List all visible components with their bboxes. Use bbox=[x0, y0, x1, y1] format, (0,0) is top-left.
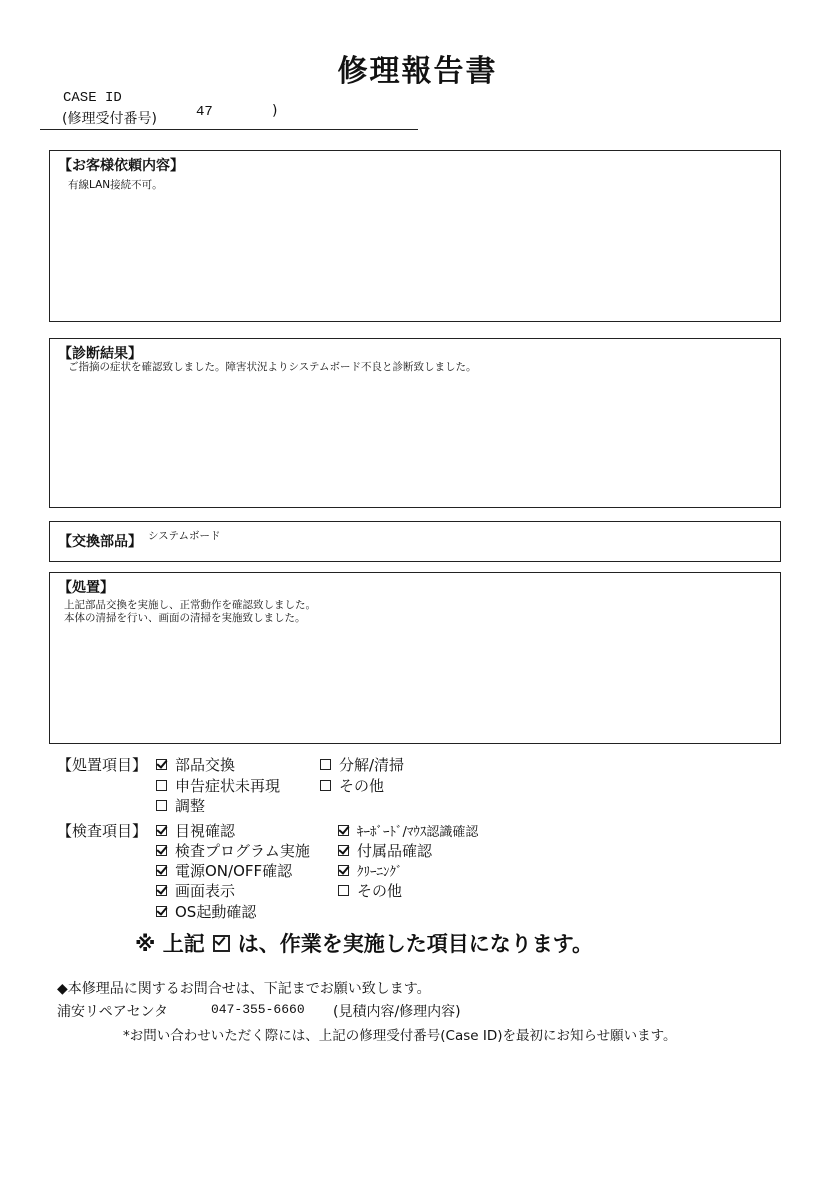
inspection-item: 電源ON/OFF確認 bbox=[156, 860, 292, 881]
treatment-item: 調整 bbox=[156, 795, 205, 816]
checkbox-checked-icon bbox=[156, 906, 167, 917]
case-id-underline bbox=[40, 129, 418, 130]
checkbox-empty-icon bbox=[320, 780, 331, 791]
checkbox-checked-icon bbox=[338, 825, 349, 836]
treatment-item: 部品交換 bbox=[156, 754, 235, 775]
case-id-close-paren: ) bbox=[272, 103, 278, 119]
document-title: 修理報告書 bbox=[337, 54, 498, 89]
footer-line-3: *お問い合わせいただく際には、上記の修理受付番号(Case ID)を最初にお知らせ願います。 bbox=[123, 1028, 677, 1044]
inspection-item: その他 bbox=[338, 880, 402, 901]
action-box bbox=[49, 572, 781, 744]
checkbox-checked-icon bbox=[338, 845, 349, 856]
footer-line-1: ◆本修理品に関するお問合せは、下記までお願い致します。 bbox=[57, 981, 431, 997]
treatment-item: 申告症状未再現 bbox=[156, 775, 280, 796]
notice: ※ 上記 は、作業を実施した項目になります。 bbox=[135, 932, 594, 956]
case-id-value: 47 bbox=[196, 104, 213, 120]
action-line-2: 本体の清掃を行い、画面の清掃を実施致しました。 bbox=[64, 612, 306, 624]
case-id-sublabel: (修理受付番号) bbox=[62, 111, 157, 127]
checkbox-checked-icon bbox=[156, 865, 167, 876]
footer-phone-note: (見積内容/修理内容) bbox=[333, 1004, 461, 1020]
checkbox-checked-icon bbox=[156, 825, 167, 836]
checkbox-empty-icon bbox=[156, 800, 167, 811]
action-line-1: 上記部品交換を実施し、正常動作を確認致しました。 bbox=[64, 599, 316, 611]
inspection-item: OS起動確認 bbox=[156, 901, 256, 922]
case-id-label: CASE ID bbox=[63, 90, 122, 106]
checkbox-checked-icon bbox=[338, 865, 349, 876]
checkbox-empty-icon bbox=[338, 885, 349, 896]
inspection-item: 付属品確認 bbox=[338, 840, 432, 861]
checkbox-empty-icon bbox=[156, 780, 167, 791]
checkbox-checked-icon bbox=[156, 885, 167, 896]
inspection-item: 目視確認 bbox=[156, 820, 235, 841]
inspection-items-label: 【検査項目】 bbox=[57, 822, 148, 840]
diagnosis-box bbox=[49, 338, 781, 508]
action-heading: 【処置】 bbox=[58, 580, 114, 596]
inspection-item: ｸﾘｰﾆﾝｸﾞ bbox=[338, 861, 403, 880]
diagnosis-heading: 【診断結果】 bbox=[58, 346, 142, 362]
inspection-item: 検査プログラム実施 bbox=[156, 840, 310, 861]
diagnosis-text: ご指摘の症状を確認致しました。障害状況よりシステムボード不良と診断致しました。 bbox=[68, 361, 477, 373]
parts-text: システムボード bbox=[148, 530, 221, 542]
treatment-item: その他 bbox=[320, 775, 384, 796]
request-box bbox=[49, 150, 781, 322]
treatment-item: 分解/清掃 bbox=[320, 754, 404, 775]
parts-box bbox=[49, 521, 781, 562]
checkbox-checked-icon bbox=[156, 759, 167, 770]
request-heading: 【お客様依頼内容】 bbox=[58, 158, 184, 174]
checkbox-empty-icon bbox=[320, 759, 331, 770]
request-text: 有線LAN接続不可。 bbox=[68, 179, 163, 191]
footer-phone: 047-355-6660 bbox=[211, 1002, 305, 1017]
inspection-item: ｷｰﾎﾞｰﾄﾞ/ﾏｳｽ認識確認 bbox=[338, 821, 478, 840]
treatment-items-label: 【処置項目】 bbox=[57, 756, 148, 774]
checkbox-checked-icon bbox=[156, 845, 167, 856]
inspection-item: 画面表示 bbox=[156, 880, 235, 901]
parts-heading: 【交換部品】 bbox=[58, 534, 142, 550]
footer-center-name: 浦安リペアセンタ bbox=[57, 1004, 169, 1020]
checkbox-checked-icon bbox=[213, 935, 230, 952]
